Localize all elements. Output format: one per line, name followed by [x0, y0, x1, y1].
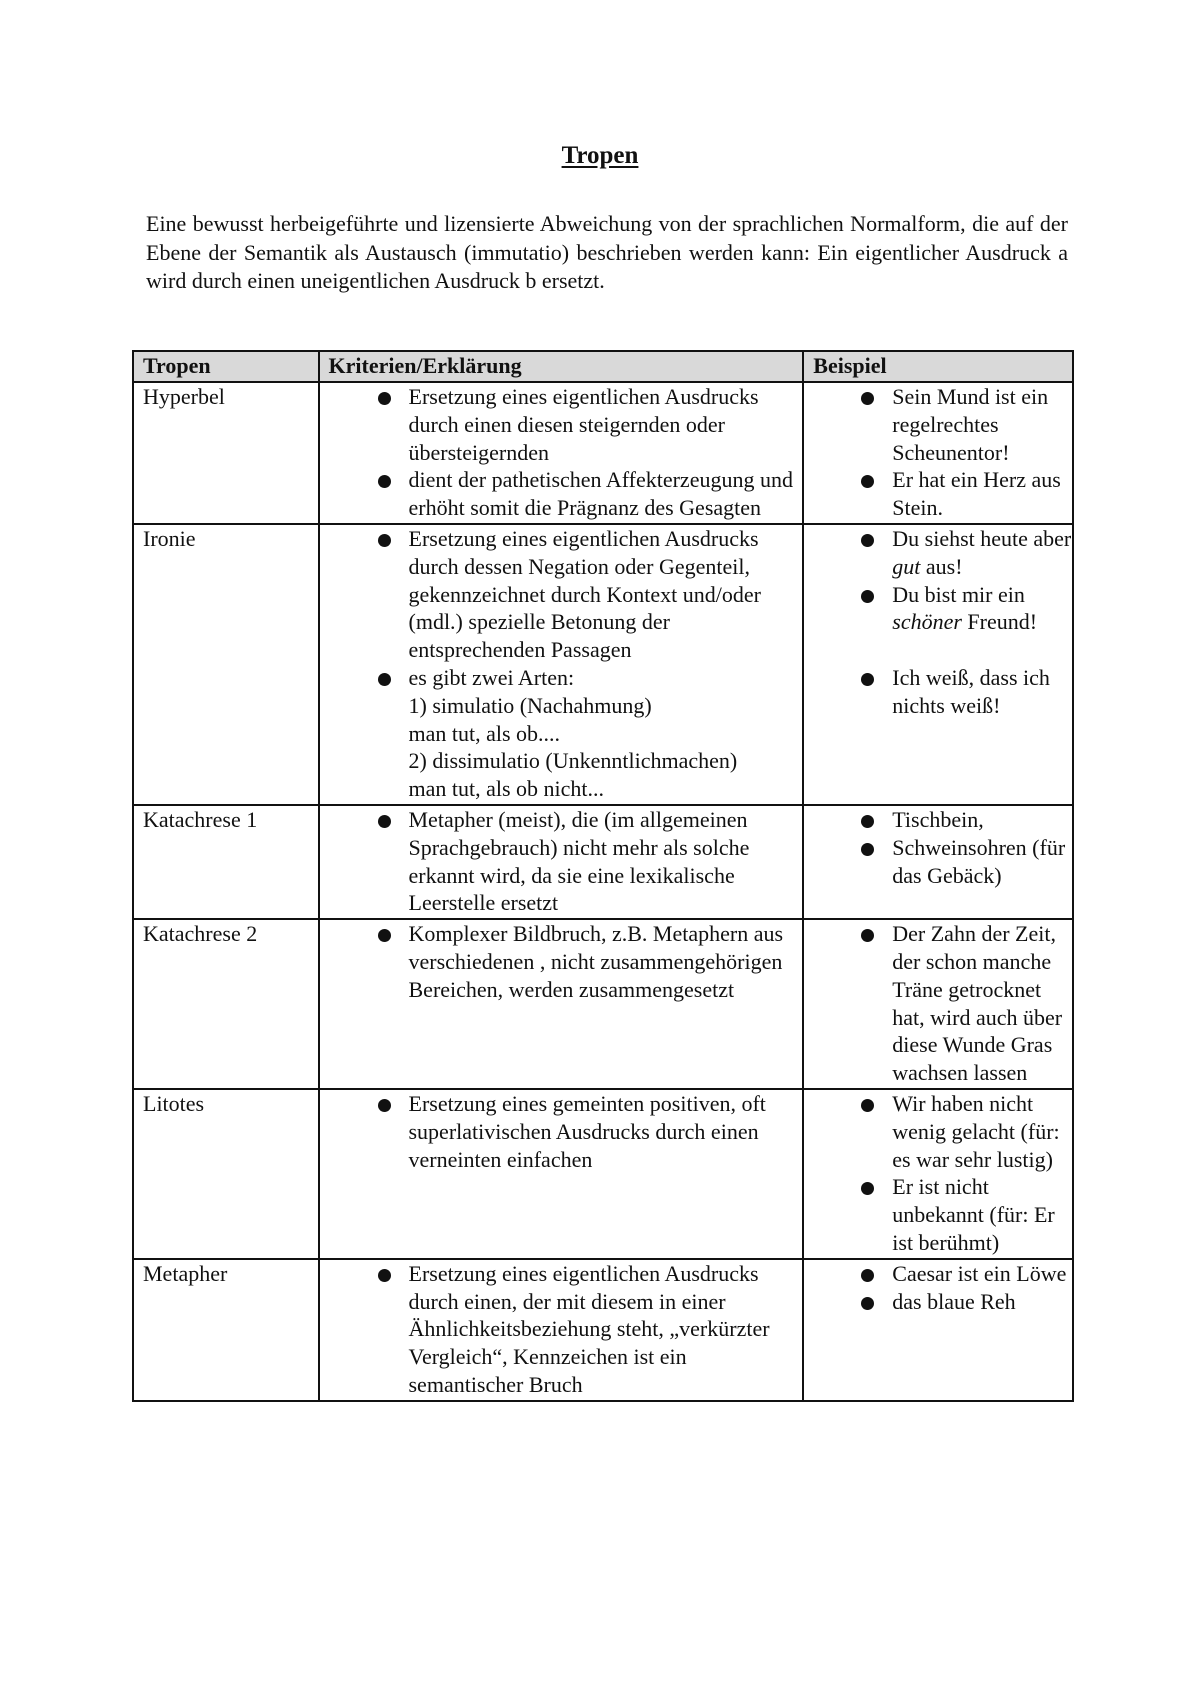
table-header-row	[133, 351, 1073, 382]
tropen-table	[132, 350, 1074, 1402]
criteria-item: Komplexer Bildbruch, z.B. Metaphern aus verschiedenen , nicht zusammengehörigen Bereichen, werden zusammengesetzt	[371, 920, 803, 1003]
criteria-subline: man tut, als ob....	[408, 720, 561, 746]
example-text: Freund!	[961, 609, 1038, 635]
criteria-cell	[319, 1259, 804, 1401]
criteria-cell	[319, 382, 804, 524]
trope-name: Hyperbel	[133, 382, 319, 524]
criteria-subline: 2) dissimulatio (Unkenntlichmachen)	[408, 748, 738, 774]
example-cell	[803, 805, 1073, 919]
example-item: Schweinsohren (für das Gebäck)	[854, 834, 1072, 890]
criteria-item: Ersetzung eines eigentlichen Ausdrucks durch einen, der mit diesem in einer Ähnlichkeitsbeziehung steht, „verkürzter Vergleich“, Kennzeichen ist ein semantischer Bruch	[371, 1260, 803, 1399]
criteria-subline: man tut, als ob nicht...	[408, 776, 605, 802]
table-row	[133, 1089, 1073, 1259]
example-cell	[803, 382, 1073, 524]
example-cell	[803, 1259, 1073, 1401]
table-row	[133, 1259, 1073, 1401]
intro-paragraph: Eine bewusst herbeigeführte und lizensierte Abweichung von der sprachlichen Normalform, die auf der Ebene der Semantik als Austausch (immutatio) beschrieben werden kann: Ein eigentlicher Ausdruck a wird durch einen uneigentlichen Ausdruck b ersetzt.	[146, 211, 1068, 293]
page-title: Tropen	[561, 142, 639, 169]
example-item: Der Zahn der Zeit, der schon manche Träne getrocknet hat, wird auch über diese Wunde Gras wachsen lassen	[854, 920, 1072, 1087]
trope-name: Katachrese 1	[133, 805, 319, 919]
criteria-cell	[319, 805, 804, 919]
example-cell	[803, 524, 1073, 805]
table-row	[133, 919, 1073, 1089]
example-item	[854, 525, 1072, 581]
trope-name: Metapher	[133, 1259, 319, 1401]
trope-name: Ironie	[133, 524, 319, 805]
example-item	[854, 581, 1072, 637]
table-row	[133, 382, 1073, 524]
example-item: Caesar ist ein Löwe	[854, 1260, 1072, 1288]
column-header-kriterien: Kriterien/Erklärung	[319, 351, 804, 382]
example-cell	[803, 1089, 1073, 1259]
criteria-cell	[319, 919, 804, 1089]
criteria-item: Metapher (meist), die (im allgemeinen Sprachgebrauch) nicht mehr als solche erkannt wird, da sie eine lexikalische Leerstelle ersetzt	[371, 806, 803, 917]
table-row	[133, 805, 1073, 919]
example-item: Sein Mund ist ein regelrechtes Scheunentor!	[854, 383, 1072, 466]
criteria-cell	[319, 1089, 804, 1259]
criteria-item: Ersetzung eines eigentlichen Ausdrucks durch einen diesen steigernden oder übersteigernden	[371, 383, 803, 466]
column-header-beispiel: Beispiel	[803, 351, 1073, 382]
trope-name: Litotes	[133, 1089, 319, 1259]
example-cell	[803, 919, 1073, 1089]
example-text: aus!	[920, 553, 963, 579]
column-header-tropen: Tropen	[133, 351, 319, 382]
table-row	[133, 524, 1073, 805]
criteria-subline: 1) simulatio (Nachahmung)	[408, 692, 652, 718]
example-emphasis: gut	[892, 553, 921, 579]
example-text: Ich weiß, dass ich nichts weiß!	[892, 664, 1050, 718]
criteria-item	[371, 664, 803, 803]
example-text: Du siehst heute aber	[892, 525, 1072, 551]
example-item	[854, 664, 1072, 720]
example-item: Wir haben nicht wenig gelacht (für: es war sehr lustig)	[854, 1090, 1072, 1173]
criteria-text: es gibt zwei Arten:	[408, 664, 575, 690]
example-item: Tischbein,	[854, 806, 1072, 834]
example-item: Er ist nicht unbekannt (für: Er ist berühmt)	[854, 1173, 1072, 1256]
criteria-cell	[319, 524, 804, 805]
example-item: das blaue Reh	[854, 1288, 1072, 1316]
criteria-item: Ersetzung eines gemeinten positiven, oft superlativischen Ausdrucks durch einen verneinten einfachen	[371, 1090, 803, 1173]
example-text: Du bist mir ein	[892, 581, 1025, 607]
example-emphasis: schöner	[892, 609, 962, 635]
criteria-item: Ersetzung eines eigentlichen Ausdrucks durch dessen Negation oder Gegenteil, gekennzeichnet durch Kontext und/oder (mdl.) spezielle Betonung der entsprechenden Passagen	[371, 525, 803, 664]
trope-name: Katachrese 2	[133, 919, 319, 1089]
example-item: Er hat ein Herz aus Stein.	[854, 466, 1072, 522]
criteria-item: dient der pathetischen Affekterzeugung und erhöht somit die Prägnanz des Gesagten	[371, 466, 803, 522]
